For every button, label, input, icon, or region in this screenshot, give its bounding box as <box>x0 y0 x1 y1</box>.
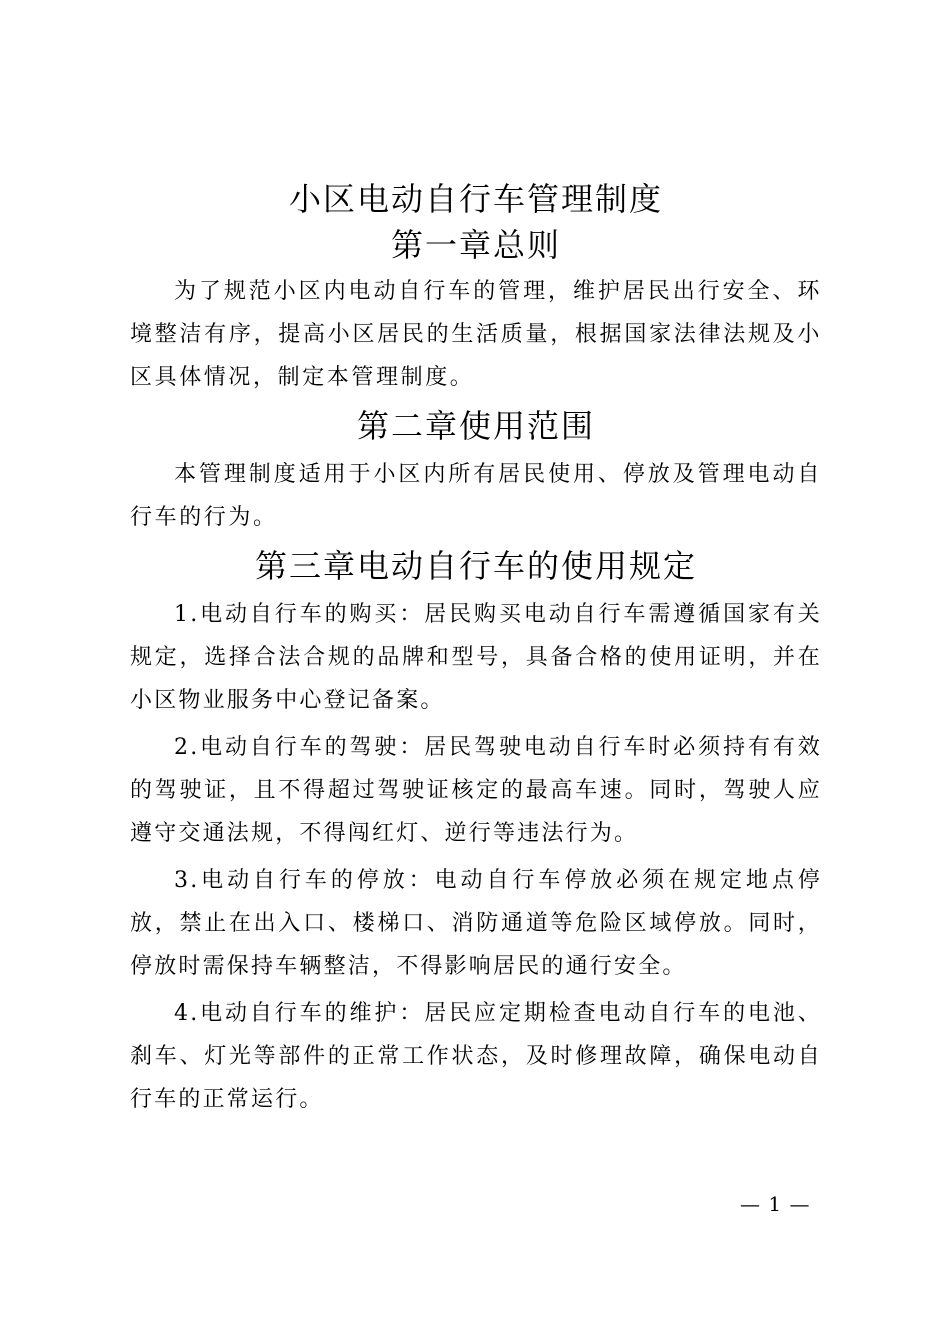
rule-purchase-paragraph: 1.电动自行车的购买：居民购买电动自行车需遵循国家有关规定，选择合法合规的品牌和型号，具备合格的使用证明，并在小区物业服务中心登记备案。 <box>130 602 822 713</box>
chapter-1-heading: 第一章总则 <box>390 226 561 264</box>
document-page <box>130 172 822 1125</box>
chapter-2-paragraph: 本管理制度适用于小区内所有居民使用、停放及管理电动自行车的行为。 <box>130 462 822 530</box>
chapter-2-heading: 第二章使用范围 <box>356 407 595 445</box>
rule-parking-paragraph: 3.电动自行车的停放：电动自行车停放必须在规定地点停放，禁止在出入口、楼梯口、消防通道等危险区域停放。同时，停放时需保持车辆整洁，不得影响居民的通行安全。 <box>130 868 822 979</box>
page-number: — 1 — <box>740 1192 811 1216</box>
chapter-1-paragraph: 为了规范小区内电动自行车的管理，维护居民出行安全、环境整洁有序，提高小区居民的生活质量，根据国家法律法规及小区具体情况，制定本管理制度。 <box>130 279 822 390</box>
chapter-3-heading: 第三章电动自行车的使用规定 <box>254 547 697 585</box>
rule-maintenance-paragraph: 4.电动自行车的维护：居民应定期检查电动自行车的电池、刹车、灯光等部件的正常工作状态，及时修理故障，确保电动自行车的正常运行。 <box>130 1001 822 1112</box>
document-title: 小区电动自行车管理制度 <box>288 180 663 218</box>
rule-driving-paragraph: 2.电动自行车的驾驶：居民驾驶电动自行车时必须持有有效的驾驶证，且不得超过驾驶证核定的最高车速。同时，驾驶人应遵守交通法规，不得闯红灯、逆行等违法行为。 <box>130 735 822 846</box>
